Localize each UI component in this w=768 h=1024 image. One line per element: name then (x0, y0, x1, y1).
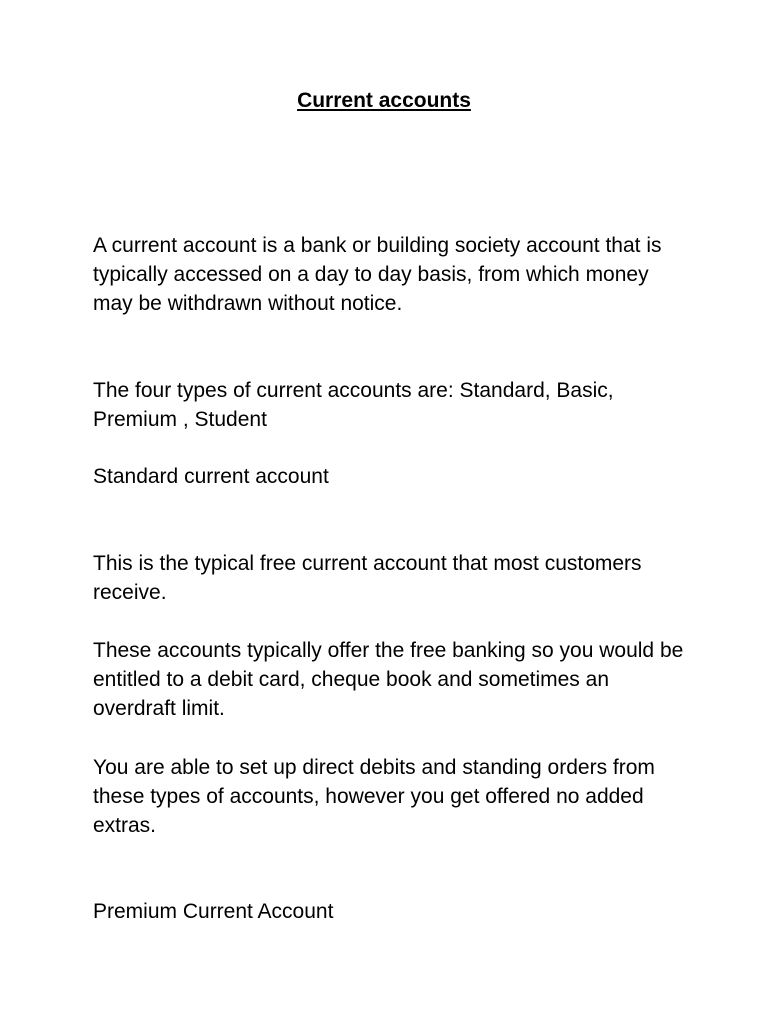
paragraph-standard-extras: You are able to set up direct debits and standing orders from these types of accounts, however you get offered no added extras. (93, 756, 655, 837)
paragraph-standard-benefits: These accounts typically offer the free banking so you would be entitled to a debit card, cheque book and sometimes an overdraft limit. (93, 639, 684, 720)
paragraph-definition: A current account is a bank or building society account that is typically accessed on a day to day basis, from which money may be withdrawn without notice. (93, 234, 662, 315)
heading-standard-account: Standard current account (93, 465, 329, 488)
paragraph-account-types: The four types of current accounts are: Standard, Basic, Premium , Student (93, 379, 614, 431)
document-title: Current accounts (297, 89, 471, 112)
heading-premium-account: Premium Current Account (93, 900, 334, 923)
paragraph-standard-description: This is the typical free current account that most customers receive. (93, 552, 642, 604)
